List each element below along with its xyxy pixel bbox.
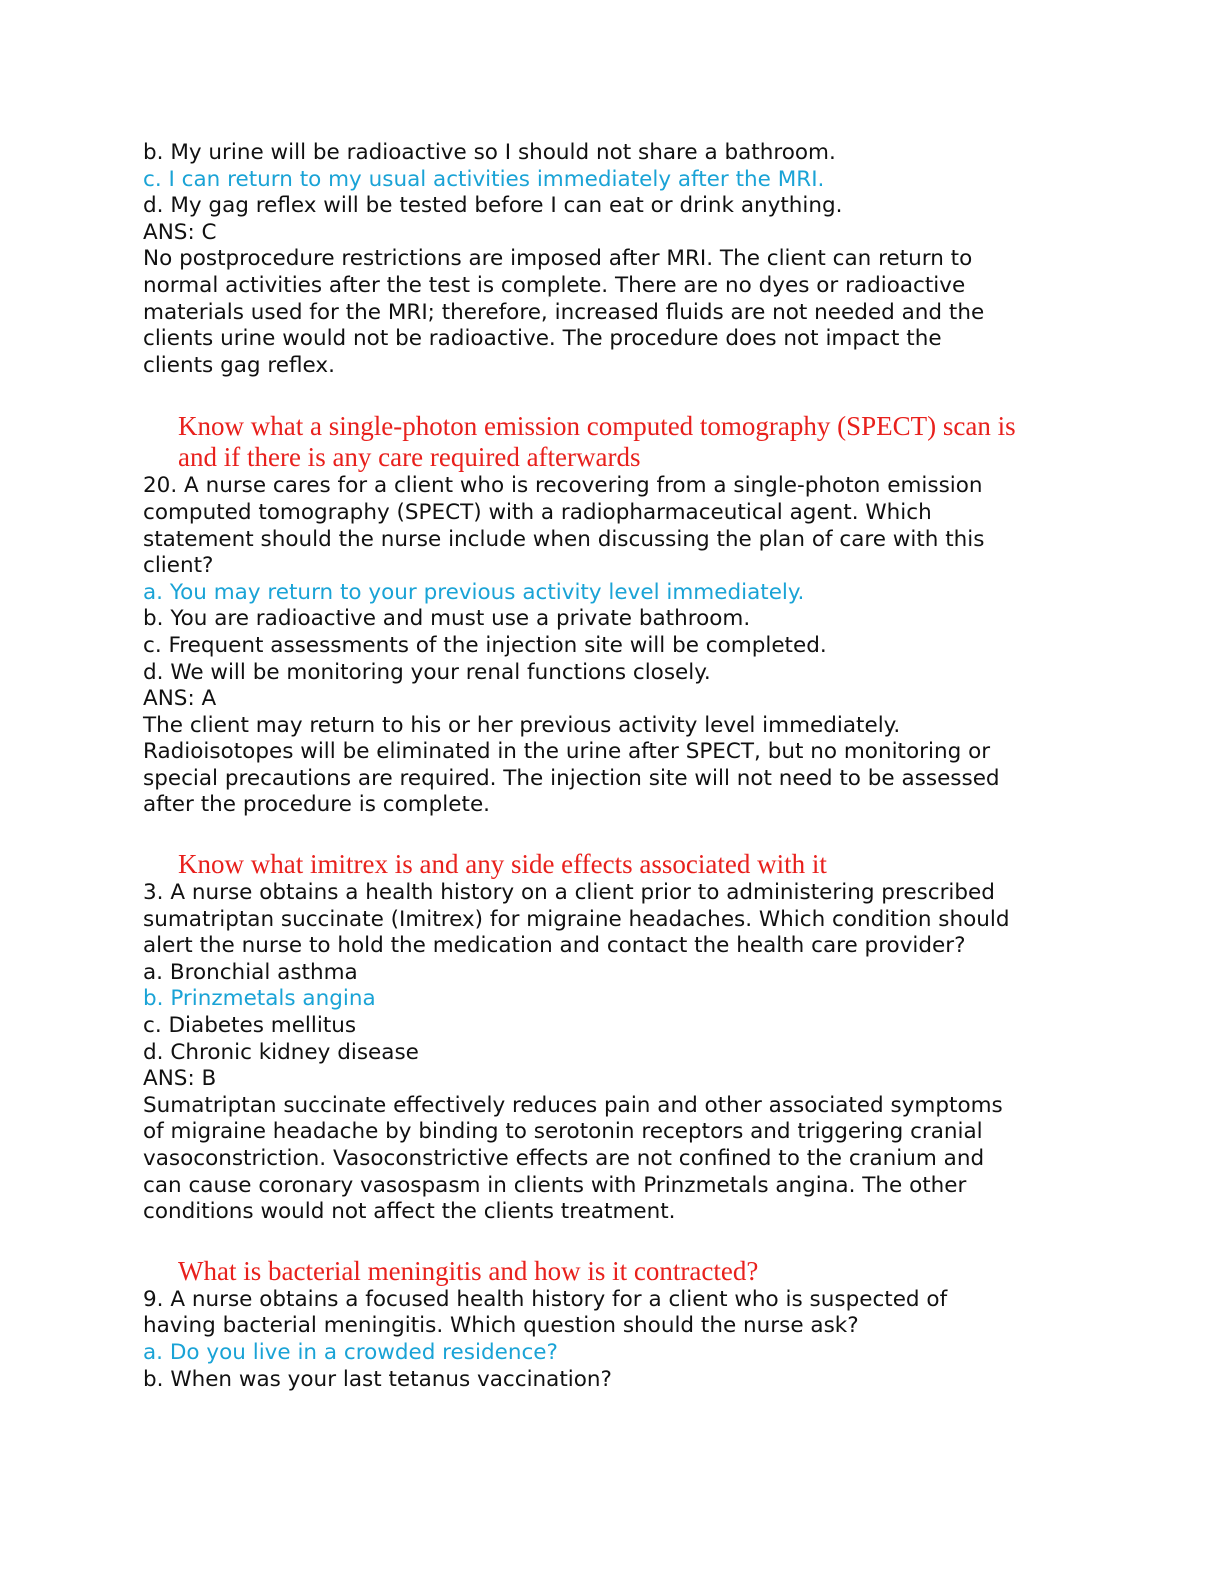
spect-rationale <box>143 713 1073 819</box>
heading-line: Know what a single-photon emission computed tomography (SPECT) scan is <box>178 411 1016 442</box>
rationale-line: of migraine headache by binding to serotonin receptors and triggering cranial <box>143 1119 983 1145</box>
question-line: 3. A nurse obtains a health history on a client prior to administering prescribed <box>143 880 995 906</box>
spect-option-a-correct: a. You may return to your previous activity level immediately. <box>143 579 805 605</box>
rationale-line: after the procedure is complete. <box>143 792 491 818</box>
mri-option-c-correct: c. I can return to my usual activities immediately after the MRI. <box>143 166 825 192</box>
spect-option-d: d. We will be monitoring your renal functions closely. <box>143 659 711 685</box>
meningitis-option-a-correct: a. Do you live in a crowded residence? <box>143 1339 558 1365</box>
rationale-line: materials used for the MRI; therefore, increased fluids are not needed and the <box>143 299 985 325</box>
meningitis-question <box>143 1287 1073 1340</box>
meningitis-heading: What is bacterial meningitis and how is it contracted? <box>178 1255 759 1286</box>
rationale-line: Sumatriptan succinate effectively reduces pain and other associated symptoms <box>143 1092 1003 1118</box>
imitrex-option-b-correct: b. Prinzmetals angina <box>143 986 376 1012</box>
question-line: 20. A nurse cares for a client who is recovering from a single-photon emission <box>143 473 983 499</box>
mri-option-b: b. My urine will be radioactive so I should not share a bathroom. <box>143 140 836 165</box>
question-line: computed tomography (SPECT) with a radiopharmaceutical agent. Which <box>143 499 932 525</box>
question-line: having bacterial meningitis. Which question should the nurse ask? <box>143 1313 859 1339</box>
heading-line: and if there is any care required afterwards <box>178 442 641 473</box>
rationale-line: clients gag reflex. <box>143 352 335 378</box>
imitrex-option-c: c. Diabetes mellitus <box>143 1013 357 1039</box>
meningitis-option-b: b. When was your last tetanus vaccination? <box>143 1366 612 1392</box>
rationale-line: vasoconstriction. Vasoconstrictive effects are not confined to the cranium and <box>143 1146 985 1171</box>
spect-option-c: c. Frequent assessments of the injection site will be completed. <box>143 632 827 658</box>
spect-heading <box>143 411 1073 473</box>
question-line: statement should the nurse include when discussing the plan of care with this <box>143 526 985 552</box>
mri-answer: ANS: C <box>143 219 217 245</box>
document-page <box>143 140 1073 1393</box>
rationale-line: conditions would not affect the clients treatment. <box>143 1199 676 1225</box>
imitrex-rationale <box>143 1093 1073 1226</box>
spect-question <box>143 473 1073 579</box>
mri-option-d: d. My gag reflex will be tested before I can eat or drink anything. <box>143 193 843 219</box>
imitrex-heading: Know what imitrex is and any side effects associated with it <box>178 849 827 880</box>
rationale-line: normal activities after the test is complete. There are no dyes or radioactive <box>143 272 966 298</box>
rationale-line: No postprocedure restrictions are imposed after MRI. The client can return to <box>143 246 973 272</box>
imitrex-option-a: a. Bronchial asthma <box>143 959 358 985</box>
question-line: client? <box>143 553 214 579</box>
mri-rationale <box>143 246 1073 379</box>
imitrex-answer: ANS: B <box>143 1066 217 1092</box>
imitrex-option-d: d. Chronic kidney disease <box>143 1039 419 1065</box>
rationale-line: can cause coronary vasospasm in clients with Prinzmetals angina. The other <box>143 1172 967 1198</box>
spect-option-b: b. You are radioactive and must use a private bathroom. <box>143 606 751 632</box>
spect-answer: ANS: A <box>143 686 217 712</box>
question-line: 9. A nurse obtains a focused health history for a client who is suspected of <box>143 1286 948 1312</box>
imitrex-question <box>143 880 1073 960</box>
question-line: alert the nurse to hold the medication and contact the health care provider? <box>143 933 966 959</box>
rationale-line: special precautions are required. The injection site will not need to be assessed <box>143 765 1000 791</box>
rationale-line: clients urine would not be radioactive. The procedure does not impact the <box>143 326 942 352</box>
rationale-line: Radioisotopes will be eliminated in the urine after SPECT, but no monitoring or <box>143 739 991 765</box>
question-line: sumatriptan succinate (Imitrex) for migraine headaches. Which condition should <box>143 906 1010 932</box>
rationale-line: The client may return to his or her previous activity level immediately. <box>143 712 901 738</box>
